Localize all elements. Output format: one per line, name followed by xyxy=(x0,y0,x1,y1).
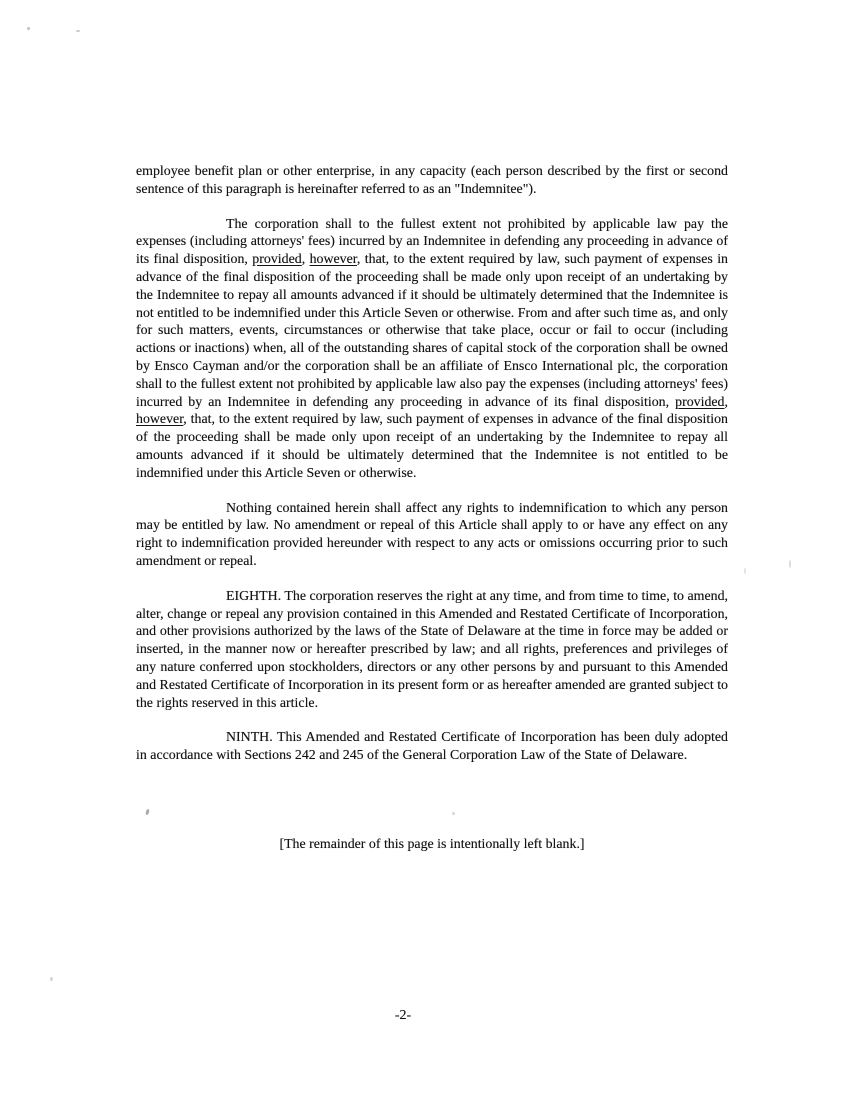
expense-advancement-paragraph xyxy=(136,216,728,483)
text-run: NINTH. This Amended and Restated Certificate of Incorporation has been duly adopted in accordance with Sections 242 and 245 of the General Corporation Law of the State of Delaware. xyxy=(136,730,728,764)
text-run: , that, to the extent required by law, such payment of expenses in advance of the final disposition of the proceeding shall be made only upon receipt of an undertaking by the Indemnitee to repay all amounts advanced if it should be ultimately determined that the Indemnitee is not entitled to be indemnified under this Article Seven or otherwise. xyxy=(136,412,728,481)
text-run: employee benefit plan or other enterprise, in any capacity (each person described by the first or second sentence of this paragraph is hereinafter referred to as an "Indemnitee"). xyxy=(136,164,728,197)
scan-speck xyxy=(145,809,150,816)
underlined-term: however xyxy=(136,412,184,428)
scan-speck xyxy=(76,30,80,32)
scan-speck xyxy=(789,560,791,568)
text-run: Nothing contained herein shall affect any rights to indemnification to which any person may be entitled by law. No amendment or repeal of this Article shall apply to or have any effect on any right to indemnification provided hereunder with respect to any acts or omissions occurring prior to such amendment or repeal. xyxy=(136,500,728,569)
scan-speck xyxy=(27,27,30,30)
scan-speck xyxy=(50,977,53,981)
document-body xyxy=(136,163,728,765)
article-eighth-paragraph xyxy=(136,588,728,713)
scan-speck xyxy=(452,812,455,815)
text-run: The corporation shall to the fullest extent not prohibited by applicable law pay the expenses (including attorneys' fees) incurred by an Indemnitee in defending any proceeding in advance of its final disposition, xyxy=(136,216,728,268)
text-run: EIGHTH. The corporation reserves the right at any time, and from time to time, to amend, alter, change or repeal any provision contained in this Amended and Restated Certificate of Incorporation, and other provisions authorized by the laws of the State of Delaware at the time in force may be added or inserted, in the manner now or hereafter prescribed by law; and all rights, preferences and privileges of any nature conferred upon stockholders, directors or any other persons by and pursuant to this Amended and Restated Certificate of Incorporation in its present form or as hereafter amended are granted subject to the rights reserved in this article. xyxy=(136,588,728,711)
blank-page-notice: [The remainder of this page is intentionally left blank.] xyxy=(279,837,585,852)
continuation-paragraph xyxy=(136,163,728,199)
article-ninth-paragraph xyxy=(136,729,728,765)
underlined-term: provided xyxy=(675,394,725,410)
page-number: -2- xyxy=(394,1008,412,1023)
underlined-term: however xyxy=(309,252,357,268)
text-run: , xyxy=(301,252,310,268)
underlined-term: provided xyxy=(252,252,302,268)
rights-preservation-paragraph xyxy=(136,500,728,571)
page-footer xyxy=(0,1008,850,1024)
text-run: , xyxy=(724,394,728,410)
scan-speck xyxy=(744,568,746,574)
text-run: , that, to the extent required by law, such payment of expenses in advance of the final disposition of the proceeding shall be made only upon receipt of an undertaking by the Indemnitee to repay all amounts advanced if it should be ultimately determined that the Indemnitee is not entitled to be indemnified under this Article Seven or otherwise. From and after such time as, and only for such matters, events, circumstances or otherwise that take place, occur or fail to occur (including actions or inactions) when, all of the outstanding shares of capital stock of the corporation shall be owned by Ensco Cayman and/or the corporation shall be an affiliate of Ensco International plc, the corporation shall to the fullest extent not prohibited by applicable law also pay the expenses (including attorneys' fees) incurred by an Indemnitee in defending any proceeding in advance of its final disposition, xyxy=(136,252,729,410)
